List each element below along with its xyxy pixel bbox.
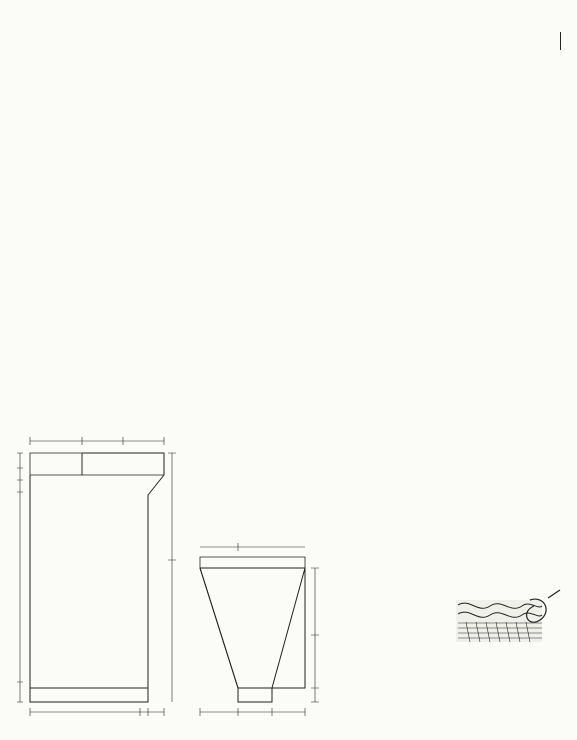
text-column-3 xyxy=(375,360,545,372)
front-back-schematic xyxy=(17,437,176,716)
sleeve-schematic xyxy=(200,543,319,716)
embroidery-illustration xyxy=(456,590,560,642)
text-column-2 xyxy=(196,360,358,372)
